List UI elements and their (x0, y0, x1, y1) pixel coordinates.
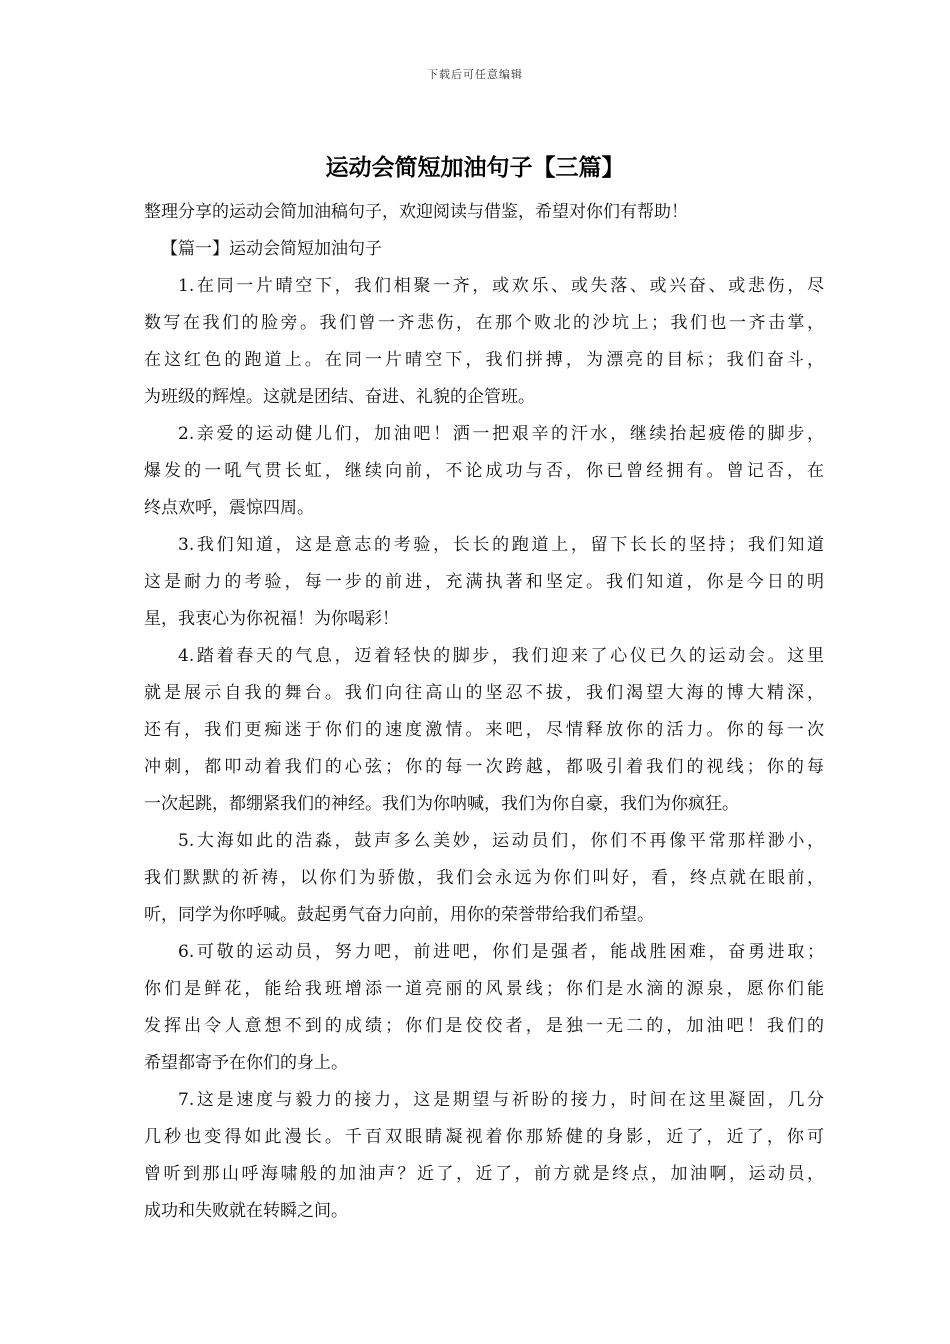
header-note: 下载后可任意编辑 (427, 68, 523, 81)
intro-text: 整理分享的运动会简加油稿句子，欢迎阅读与借鉴，希望对你们有帮助！ (144, 202, 688, 222)
paragraph-line: 曾听到那山呼海啸般的加油声？近了，近了，前方就是终点，加油啊，运动员， (144, 1164, 824, 1184)
paragraph-item (144, 1082, 824, 1230)
paragraph-line: 几秒也变得如此漫长。千百双眼睛凝视着你那矫健的身影，近了，近了，你可 (144, 1127, 824, 1147)
paragraph-line: 发挥出令人意想不到的成绩；你们是佼佼者，是独一无二的，加油吧！我们的 (144, 1016, 824, 1036)
paragraph-line: 3.我们知道，这是意志的考验，长长的跑道上，留下长长的坚持；我们知道 (178, 535, 824, 555)
paragraph-item (144, 823, 824, 934)
document-body (144, 194, 824, 1230)
paragraph-item (144, 638, 824, 823)
paragraph-item (144, 416, 824, 527)
paragraph-line: 这是耐力的考验，每一步的前进，充满执著和坚定。我们知道，你是今日的明 (144, 572, 824, 592)
section-heading: 【篇一】运动会简短加油句子 (161, 239, 382, 259)
paragraph-line: 4.踏着春天的气息，迈着轻快的脚步，我们迎来了心仪已久的运动会。这里 (178, 646, 824, 666)
paragraph-item (144, 268, 824, 416)
paragraph-line: 2.亲爱的运动健儿们，加油吧！洒一把艰辛的汗水，继续抬起疲倦的脚步， (178, 424, 824, 444)
paragraph-line: 一次起跳，都绷紧我们的神经。我们为你呐喊，我们为你自豪，我们为你疯狂。 (144, 794, 739, 814)
paragraph-item (144, 934, 824, 1082)
paragraph-line: 1.在同一片晴空下，我们相聚一齐，或欢乐、或失落、或兴奋、或悲伤，尽 (178, 276, 824, 296)
paragraph-line: 听，同学为你呼喊。鼓起勇气奋力向前，用你的荣誉带给我们希望。 (144, 905, 654, 925)
paragraph-item (144, 527, 824, 638)
paragraph-line: 爆发的一吼气贯长虹，继续向前，不论成功与否，你已曾经拥有。曾记否，在 (144, 461, 824, 481)
paragraph-line: 6.可敬的运动员，努力吧，前进吧，你们是强者，能战胜困难，奋勇进取； (178, 942, 824, 962)
paragraph-line: 5.大海如此的浩淼，鼓声多么美妙，运动员们，你们不再像平常那样渺小， (178, 831, 824, 851)
paragraph-line: 还有，我们更痴迷于你们的速度激情。来吧，尽情释放你的活力。你的每一次 (144, 720, 824, 740)
paragraph-line: 终点欢呼，震惊四周。 (144, 498, 314, 518)
paragraph-line: 成功和失败就在转瞬之间。 (144, 1201, 348, 1221)
paragraph-list (144, 268, 824, 1230)
paragraph-line: 7.这是速度与毅力的接力，这是期望与祈盼的接力，时间在这里凝固，几分 (178, 1090, 824, 1110)
paragraph-line: 希望都寄予在你们的身上。 (144, 1053, 348, 1073)
paragraph-line: 我们默默的祈祷，以你们为骄傲，我们会永远为你们叫好，看，终点就在眼前， (144, 868, 824, 888)
document-title: 运动会简短加油句子【三篇】 (325, 154, 625, 181)
paragraph-line: 冲刺，都叩动着我们的心弦；你的每一次跨越，都吸引着我们的视线；你的每 (144, 757, 824, 777)
paragraph-line: 星，我衷心为你祝福！为你喝彩！ (144, 609, 399, 629)
paragraph-line: 数写在我们的脸旁。我们曾一齐悲伤，在那个败北的沙坑上；我们也一齐击掌， (144, 313, 824, 333)
paragraph-line: 在这红色的跑道上。在同一片晴空下，我们拼搏，为漂亮的目标；我们奋斗， (144, 350, 824, 370)
paragraph-line: 为班级的辉煌。这就是团结、奋进、礼貌的企管班。 (144, 387, 535, 407)
paragraph-line: 你们是鲜花，能给我班增添一道亮丽的风景线；你们是水滴的源泉，愿你们能 (144, 979, 824, 999)
paragraph-line: 就是展示自我的舞台。我们向往高山的坚忍不拔，我们渴望大海的博大精深， (144, 683, 824, 703)
